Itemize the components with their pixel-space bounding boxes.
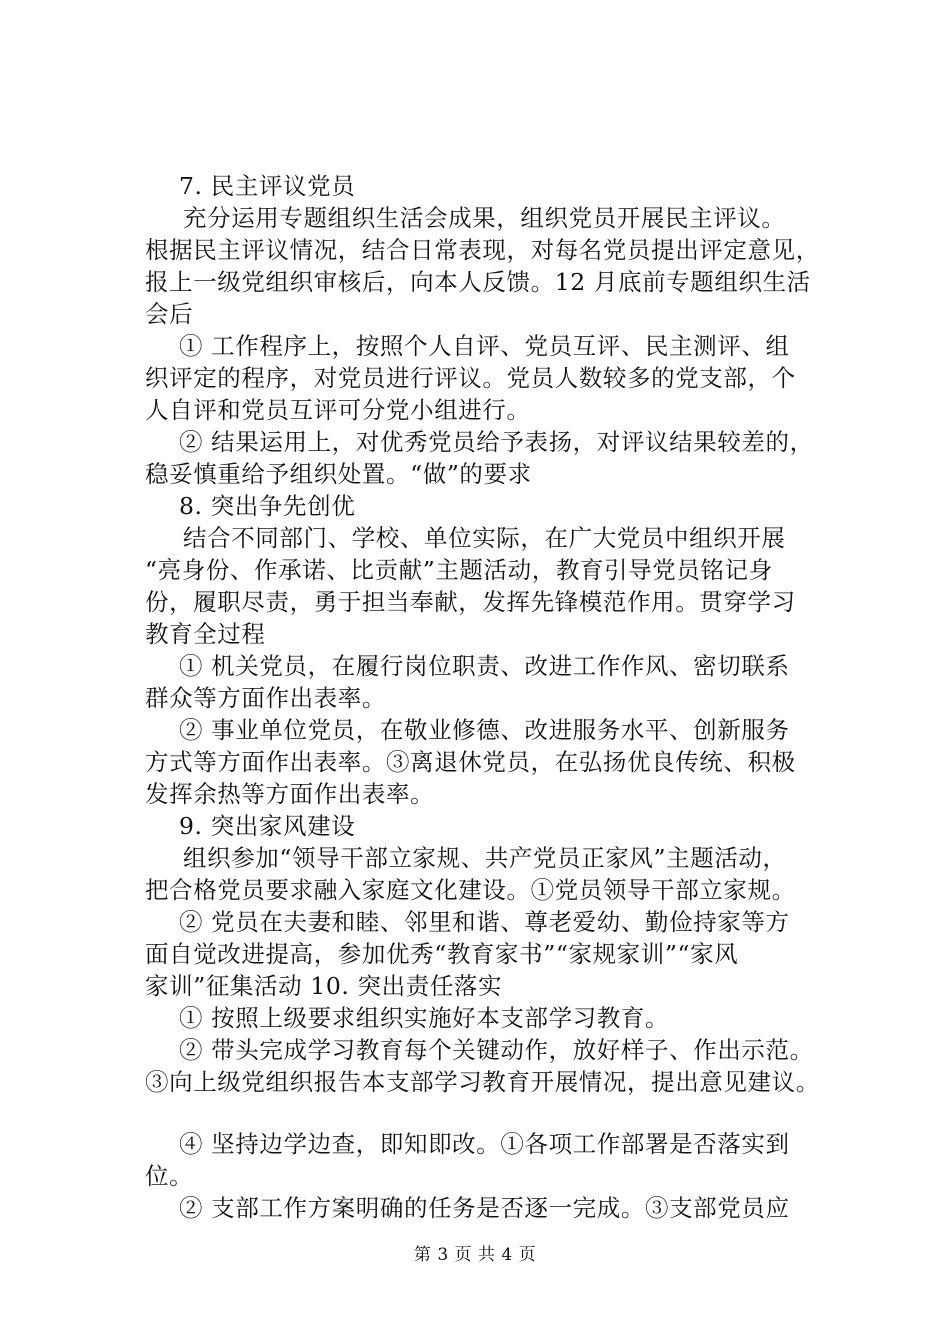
- paragraph-line: “亮身份、作承诺、比贡献”主题活动，教育引导党员铭记身: [145, 556, 773, 584]
- list-item-line: ② 结果运用上，对优秀党员给予表扬，对评议结果较差的，: [179, 428, 814, 456]
- paragraph-line: 教育全过程: [145, 620, 266, 648]
- paragraph-line: 群众等方面作出表率。: [145, 684, 386, 712]
- paragraph-line: 会后: [145, 300, 194, 328]
- page-number-footer: 第 3 页 共 4 页: [413, 1245, 537, 1265]
- paragraph-line: 稳妥慎重给予组织处置。“做”的要求: [145, 460, 532, 488]
- list-item-line: ① 按照上级要求组织实施好本支部学习教育。: [179, 1004, 670, 1032]
- paragraph-line: 发挥余热等方面作出表率。: [145, 780, 435, 808]
- paragraph-line: 根据民主评议情况，结合日常表现，对每名党员提出评定意见，: [145, 236, 820, 264]
- paragraph-line: 报上一级党组织审核后，向本人反馈。12 月底前专题组织生活: [145, 268, 811, 296]
- paragraph-line: 家训”征集活动 10. 突出责任落实: [145, 972, 503, 1000]
- list-item-line: ④ 坚持边学边查，即知即改。①各项工作部署是否落实到: [179, 1130, 790, 1158]
- paragraph-line: 方式等方面作出表率。③离退休党员，在弘扬优良传统、积极: [145, 748, 796, 776]
- paragraph-line: 位。: [145, 1162, 194, 1190]
- paragraph-line: 组织参加“领导干部立家规、共产党员正家风”主题活动，: [183, 844, 787, 872]
- paragraph-line: 面自觉改进提高，参加优秀“教育家书”“家规家训”“家风: [145, 940, 739, 968]
- paragraph-line: 结合不同部门、学校、单位实际，在广大党员中组织开展: [183, 524, 786, 552]
- paragraph-line: ③向上级党组织报告本支部学习教育开展情况，提出意见建议。: [145, 1068, 820, 1096]
- paragraph-line: 份，履职尽责，勇于担当奉献，发挥先锋模范作用。贯穿学习: [145, 588, 796, 616]
- section-heading-7: 7. 民主评议党员: [179, 172, 356, 200]
- paragraph-line: 充分运用专题组织生活会成果，组织党员开展民主评议。: [183, 204, 786, 232]
- list-item-line: ② 党员在夫妻和睦、邻里和谐、尊老爱幼、勤俭持家等方: [179, 908, 790, 936]
- paragraph-line: 把合格党员要求融入家庭文化建设。①党员领导干部立家规。: [145, 876, 796, 904]
- list-item-line: ① 工作程序上，按照个人自评、党员互评、民主测评、组: [179, 332, 790, 360]
- section-heading-9: 9. 突出家风建设: [179, 812, 356, 840]
- section-heading-8: 8. 突出争先创优: [179, 492, 356, 520]
- list-item-line: ① 机关党员，在履行岗位职责、改进工作作风、密切联系: [179, 652, 790, 680]
- document-body: [145, 170, 835, 1224]
- paragraph-line: 人自评和党员互评可分党小组进行。: [145, 396, 531, 424]
- list-item-line: ② 支部工作方案明确的任务是否逐一完成。③支部党员应: [179, 1194, 790, 1222]
- paragraph-gap: [145, 1098, 835, 1128]
- list-item-line: ② 事业单位党员，在敬业修德、改进服务水平、创新服务: [179, 716, 790, 744]
- list-item-line: ② 带头完成学习教育每个关键动作，放好样子、作出示范。: [179, 1036, 814, 1064]
- paragraph-line: 织评定的程序，对党员进行评议。党员人数较多的党支部，个: [145, 364, 796, 392]
